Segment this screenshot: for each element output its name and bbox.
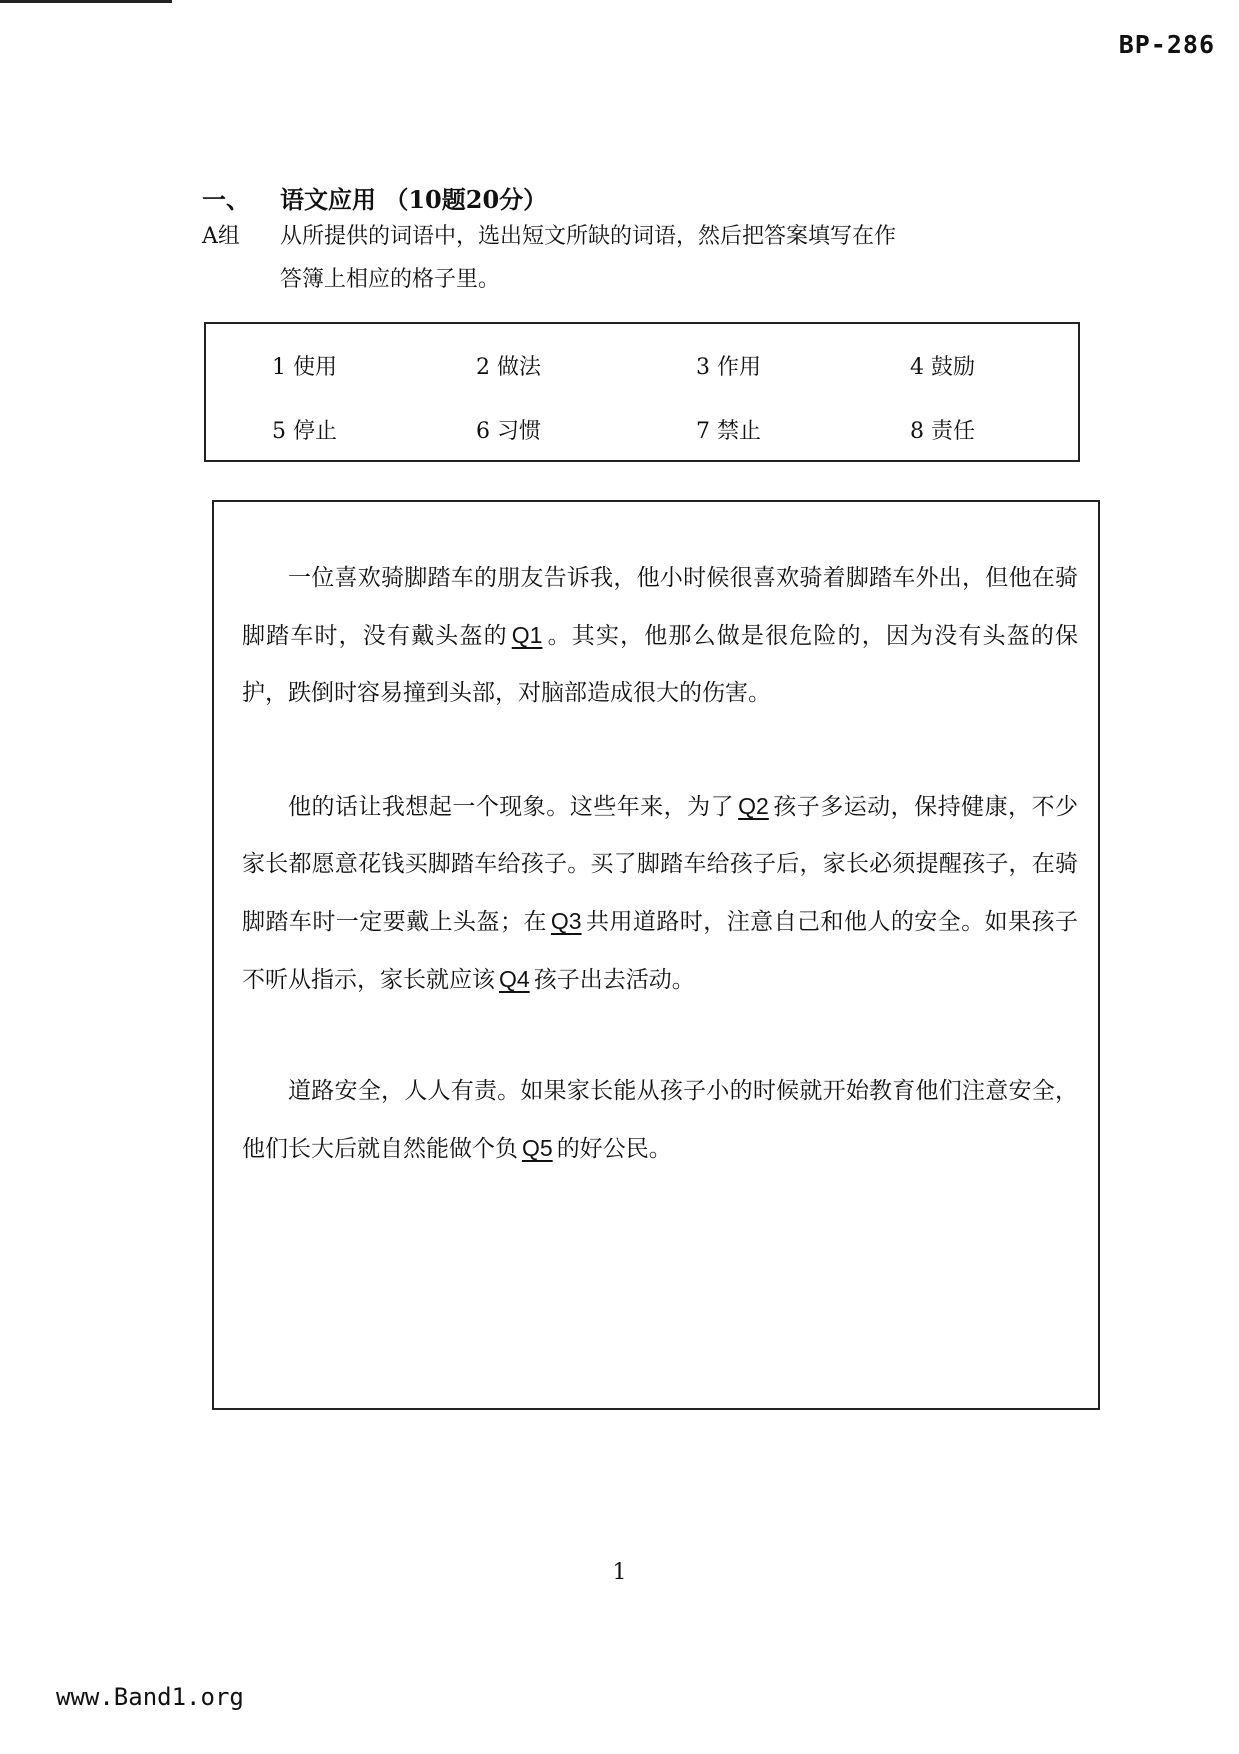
blank-q2: Q2 [738,793,769,819]
section-title: 语文应用 [280,185,376,214]
section-marks: （10题20分） [384,185,548,214]
blank-q4: Q4 [499,966,530,992]
blank-q3: Q3 [550,908,582,934]
blank-q1: Q1 [511,622,543,648]
paragraph-2 [242,778,1078,1009]
top-rule [0,0,172,3]
word-choice-box [204,322,1080,462]
paragraph-1-text-a: 一位喜欢骑脚踏车的朋友告诉我，他小时候很喜欢骑着脚踏车外出，但他在骑脚踏车时，没有戴头盔的 [242,565,1078,649]
paragraph-1 [242,550,1078,722]
paper-code: BP-286 [1118,30,1215,59]
paragraph-2-text-d: 孩子出去活动。 [533,967,695,993]
paragraph-3-text-b: 的好公民。 [556,1136,672,1162]
paragraph-2-text-a: 他的话让我想起一个现象。这些年来，为了 [288,794,735,820]
instruction-line-1: 从所提供的词语中，选出短文所缺的词语，然后把答案填写在作 [280,224,897,249]
word-choice-5: 5 停止 [272,419,337,444]
paragraph-1-text-b: 。其实，他那么做是很危险的，因为没有头盔的保护，跌倒时容易撞到头部，对脑部造成很大的伤害。 [242,623,1079,706]
section-number: 一、 [202,185,250,214]
word-choice-1: 1 使用 [272,355,337,380]
word-choice-3: 3 作用 [696,355,761,380]
word-choice-4: 4 鼓励 [910,355,975,380]
footer-site: www.Band1.org [56,1683,244,1711]
paragraph-3 [242,1063,1078,1178]
page-number: 1 [612,1560,627,1585]
passage-box [212,500,1100,1410]
paragraph-3-text-a: 道路安全，人人有责。如果家长能从孩子小的时候就开始教育他们注意安全，他们长大后就自然能做个负 [242,1078,1078,1162]
paragraph-2-text-b: 孩子多运动，保持健康，不少家长都愿意花钱买脚踏车给孩子。买了脚踏车给孩子后，家长必须提醒孩子，在骑脚踏车时一定要戴上头盔；在 [242,794,1079,935]
word-choice-7: 7 禁止 [696,419,761,444]
word-choice-8: 8 责任 [910,419,975,444]
blank-q5: Q5 [522,1135,553,1161]
instruction-line-2: 答簿上相应的格子里。 [280,267,501,292]
instruction [202,215,896,301]
paragraph-2-text-c: 共用道路时，注意自己和他人的安全。如果孩子不听从指示，家长就应该 [242,909,1079,993]
word-choice-2: 2 做法 [476,355,541,380]
group-label: A组 [202,224,240,249]
section-heading [202,180,547,215]
word-choice-6: 6 习惯 [476,419,541,444]
